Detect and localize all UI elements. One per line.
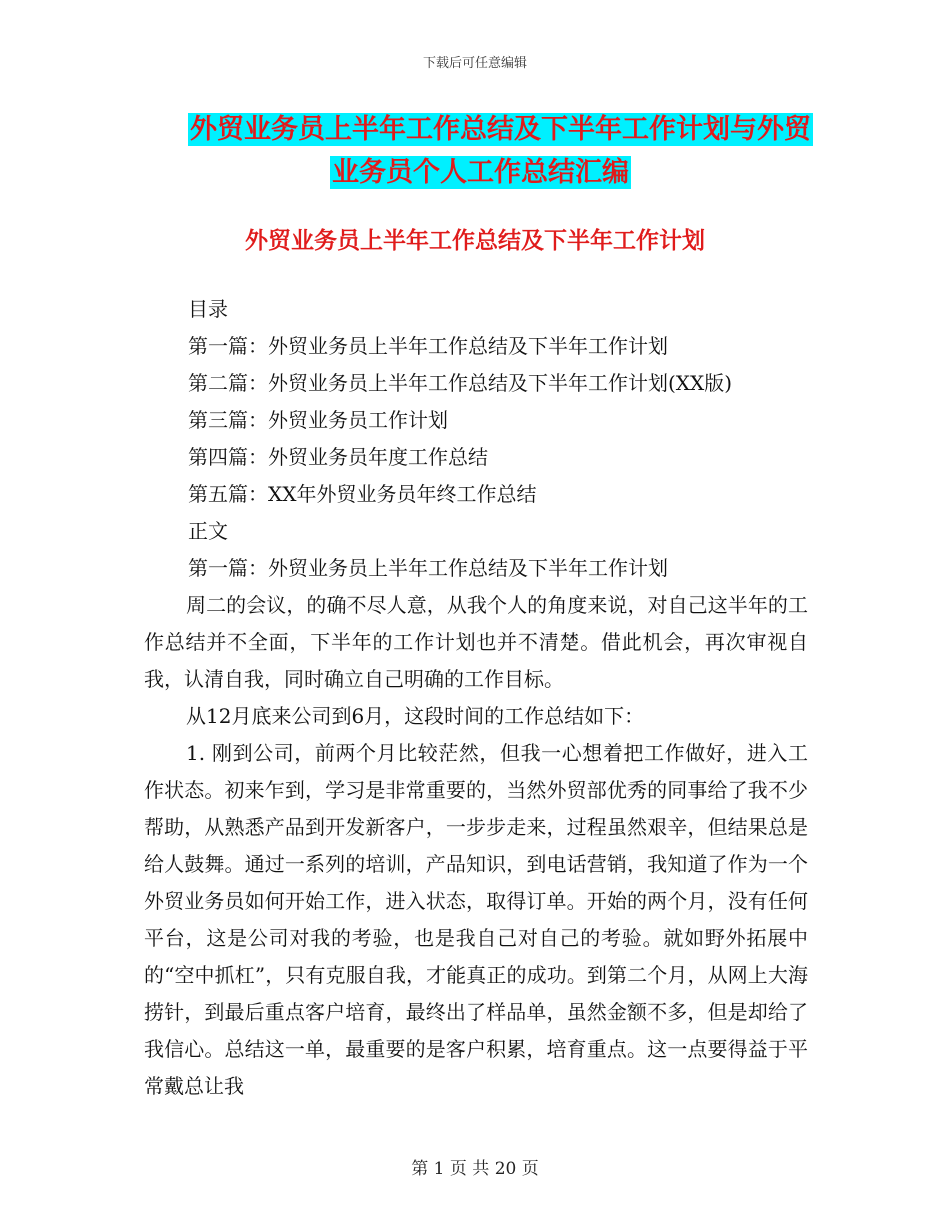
document-title-line-1: 外贸业务员上半年工作总结及下半年工作计划与外贸 bbox=[190, 114, 811, 145]
section-subtitle: 外贸业务员上半年工作总结及下半年工作计划 bbox=[245, 228, 705, 254]
page-footer: 第 1 页 共 20 页 bbox=[411, 1159, 539, 1179]
toc-heading: 目录 bbox=[188, 297, 228, 321]
body-heading: 正文 bbox=[188, 519, 228, 543]
toc-item: 第四篇：外贸业务员年度工作总结 bbox=[188, 445, 488, 469]
toc-item: 第二篇：外贸业务员上半年工作总结及下半年工作计划(XX版) bbox=[188, 371, 733, 395]
header-note: 下载后可任意编辑 bbox=[422, 56, 527, 71]
paragraph: 周二的会议，的确不尽人意，从我个人的角度来说，对自己这半年的工作总结并不全面，下半年的工作计划也并不清楚。借此机会，再次审视自我，认清自我，同时确立自己明确的工作目标。 bbox=[144, 593, 808, 691]
document-title-line-2: 业务员个人工作总结汇编 bbox=[332, 157, 629, 188]
toc-item: 第三篇：外贸业务员工作计划 bbox=[188, 408, 448, 432]
section-title: 第一篇：外贸业务员上半年工作总结及下半年工作计划 bbox=[188, 556, 668, 580]
toc-item: 第五篇：XX年外贸业务员年终工作总结 bbox=[188, 482, 537, 506]
paragraph: 从12月底来公司到6月，这段时间的工作总结如下： bbox=[186, 704, 645, 728]
toc-item: 第一篇：外贸业务员上半年工作总结及下半年工作计划 bbox=[188, 334, 668, 358]
paragraph: 1. 刚到公司，前两个月比较茫然，但我一心想着把工作做好，进入工作状态。初来乍到，学习是非常重要的，当然外贸部优秀的同事给了我不少帮助，从熟悉产品到开发新客户，一步步走来，过程虽然艰辛，但结果总是给人鼓舞。通过一系列的培训，产品知识，到电话营销，我知道了作为一个外贸业务员如何开始工作，进入状态，取得订单。开始的两个月，没有任何平台，这是公司对我的考验，也是我自己对自己的考验。就如野外拓展中的“空中抓杠”，只有克服自我，才能真正的成功。到第二个月，从网上大海捞针，到最后重点客户培育，最终出了样品单，虽然金额不多，但是却给了我信心。总结这一单，最重要的是客户积累，培育重点。这一点要得益于平常戴总让我 bbox=[144, 741, 808, 1098]
